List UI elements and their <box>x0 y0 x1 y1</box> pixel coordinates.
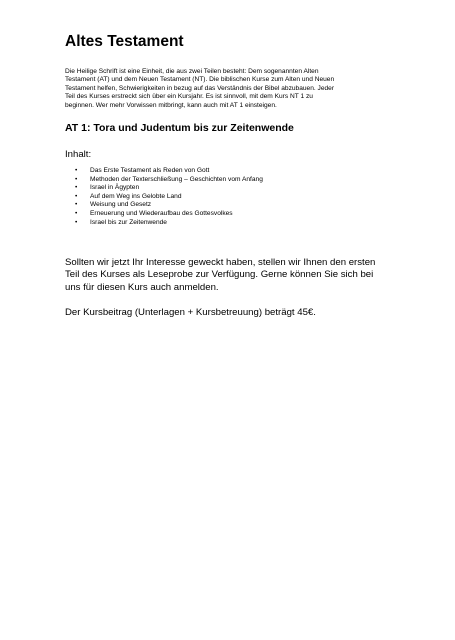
bullet-icon: • <box>75 218 78 226</box>
list-item <box>65 184 263 193</box>
list-item-text: Das Erste Testament als Reden von Gott <box>90 167 210 174</box>
list-item <box>65 201 263 210</box>
bullet-icon: • <box>75 167 78 174</box>
interest-line: Sollten wir jetzt Ihr Interesse geweckt haben, stellen wir Ihnen den ersten <box>65 257 376 268</box>
contents-list <box>65 167 263 227</box>
page-title: Altes Testament <box>65 33 184 50</box>
list-item <box>65 219 263 228</box>
list-item-text: Weisung und Gesetz <box>90 201 152 209</box>
list-item-text: Israel in Ägypten <box>90 184 140 192</box>
list-item-text: Israel bis zur Zeitenwende <box>90 218 167 226</box>
list-item-text: Auf dem Weg ins Gelobte Land <box>90 192 182 200</box>
list-item-text: Erneuerung und Wiederaufbau des Gottesvolkes <box>90 209 233 217</box>
bullet-icon: • <box>75 175 78 183</box>
interest-line: uns für diesen Kurs auch anmelden. <box>65 281 219 293</box>
list-item <box>65 176 263 185</box>
contents-label: Inhalt: <box>65 149 92 160</box>
course-heading: AT 1: Tora und Judentum bis zur Zeitenwende <box>65 122 294 134</box>
intro-line: Testament helfen, Schwierigkeiten in bezug auf das Verständnis der Bibel abzubauen. Jeder <box>65 84 335 92</box>
bullet-icon: • <box>75 184 78 192</box>
intro-line: Teil des Kurses erstreckt sich über ein Kursjahr. Es ist sinnvoll, mit dem Kurs NT 1 zu <box>65 93 313 101</box>
interest-paragraph <box>65 257 415 294</box>
list-item <box>65 210 263 219</box>
intro-line: Die Heilige Schrift ist eine Einheit, die aus zwei Teilen besteht: Dem sogenannten Alten <box>65 68 319 75</box>
bullet-icon: • <box>75 201 78 209</box>
list-item <box>65 193 263 202</box>
intro-line: beginnen. Wer mehr Vorwissen mitbringt, kann auch mit AT 1 einsteigen. <box>65 101 277 109</box>
bullet-icon: • <box>75 192 78 200</box>
bullet-icon: • <box>75 209 78 217</box>
fee-paragraph: Der Kursbeitrag (Unterlagen + Kursbetreuung) beträgt 45€. <box>65 307 316 318</box>
interest-line: Teil des Kurses als Leseprobe zur Verfügung. Gerne können Sie sich bei <box>65 269 374 281</box>
list-item <box>65 167 263 176</box>
list-item-text: Methoden der Texterschließung – Geschichten vom Anfang <box>90 175 263 183</box>
intro-line: Testament (AT) und dem Neuen Testament (NT). Die biblischen Kurse zum Alten und Neuen <box>65 76 335 84</box>
intro-paragraph <box>65 68 415 110</box>
